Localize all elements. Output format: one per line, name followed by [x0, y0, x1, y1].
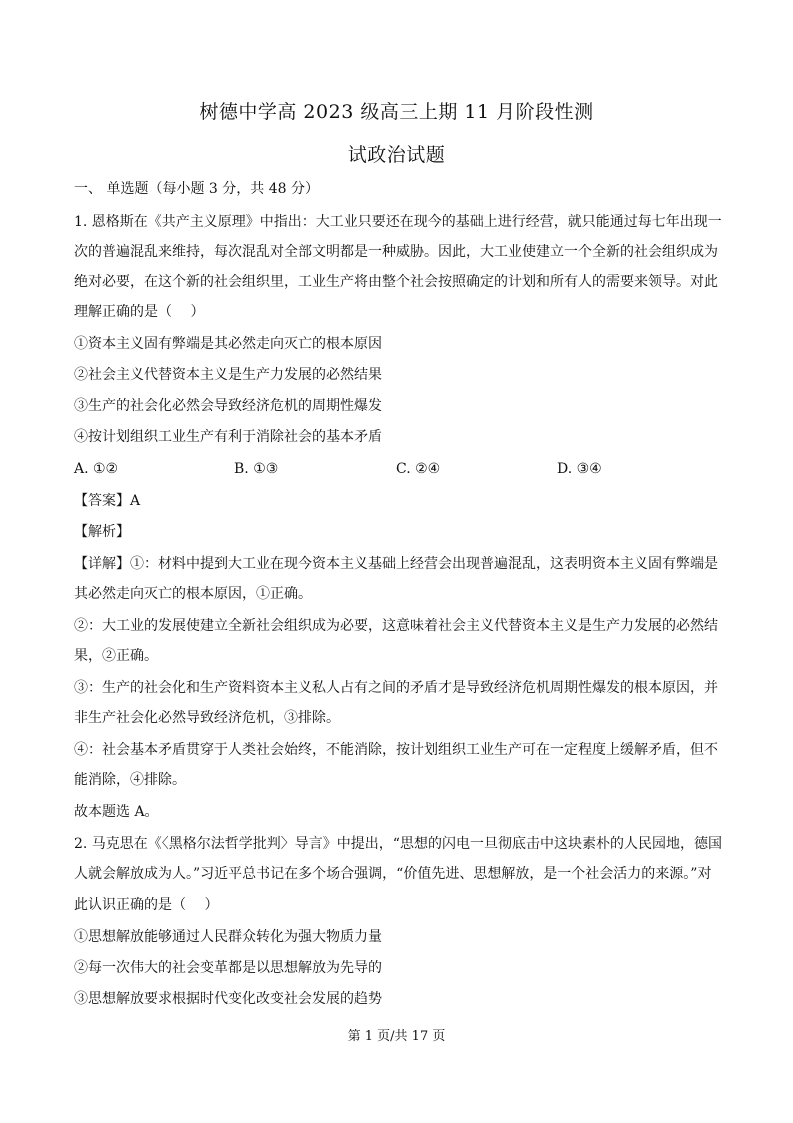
q2-statement: ②每一次伟大的社会变革都是以思想解放为先导的 [74, 960, 382, 976]
q2-statement: ③思想解放要求根据时代变化改变社会发展的趋势 [74, 991, 382, 1007]
q1-explanation-line: 能消除，④排除。 [74, 772, 186, 788]
q1-statement: ③生产的社会化必然会导致经济危机的周期性爆发 [74, 398, 382, 414]
section-heading: 一、 单选题（每小题 3 分，共 48 分） [74, 181, 319, 197]
q2-stem-line: 2. 马克思在《〈黑格尔法哲学批判〉导言》中提出，“思想的闪电一旦彻底击中这块素朴的人民园地，德国 [74, 836, 722, 852]
q1-stem-line: 理解正确的是（ ） [74, 304, 205, 320]
q2-statement: ①思想解放能够通过人民群众转化为强大物质力量 [74, 929, 382, 945]
q1-stem-line: 1. 恩格斯在《共产主义原理》中指出：大工业只要还在现今的基础上进行经营，就只能通过每七年出现一 [74, 214, 722, 230]
q1-explanation-line: ②：大工业的发展使建立全新社会组织成为必要，这意味着社会主义代替资本主义是生产力发展的必然结 [74, 618, 718, 634]
q1-stem-line: 次的普遍混乱来维持，每次混乱对全部文明都是一种威胁。因此，大工业使建立一个全新的社会组织成为 [74, 244, 718, 260]
q1-explanation-line: ③：生产的社会化和生产资料资本主义私人占有之间的矛盾才是导致经济危机周期性爆发的根本原因，并 [74, 680, 718, 696]
q1-option-c: C. ②④ [396, 461, 441, 477]
q2-stem-line: 此认识正确的是（ ） [74, 897, 219, 913]
q1-analysis-label: 【解析】 [74, 524, 130, 540]
document-title-line2: 试政治试题 [347, 144, 446, 166]
q2-stem-line: 人就会解放成为人。”习近平总书记在多个场合强调，“价值先进、思想解放，是一个社会活力的来源。”对 [74, 866, 712, 882]
q1-explanation-line: 果，②正确。 [74, 648, 158, 664]
page-number-footer: 第 1 页/共 17 页 [347, 1029, 446, 1044]
document-title-line1: 树德中学高 2023 级高三上期 11 月阶段性测 [199, 101, 594, 123]
q1-statement: ②社会主义代替资本主义是生产力发展的必然结果 [74, 367, 382, 383]
q1-statement: ④按计划组织工业生产有利于消除社会的基本矛盾 [74, 429, 382, 445]
q1-conclusion: 故本题选 A。 [74, 804, 159, 820]
q1-explanation-line: 非生产社会化必然导致经济危机，③排除。 [74, 710, 340, 726]
q1-option-d: D. ③④ [557, 461, 602, 477]
q1-explanation-line: 【详解】①：材料中提到大工业在现今资本主义基础上经营会出现普遍混乱，这表明资本主义固有弊端是 [74, 556, 718, 572]
q1-statement: ①资本主义固有弊端是其必然走向灭亡的根本原因 [74, 336, 382, 352]
q1-answer: 【答案】A [74, 493, 141, 509]
q1-explanation-line: ④：社会基本矛盾贯穿于人类社会始终，不能消除，按计划组织工业生产可在一定程度上缓解矛盾，但不 [74, 742, 718, 758]
q1-option-a: A. ①② [74, 461, 119, 477]
q1-explanation-line: 其必然走向灭亡的根本原因，①正确。 [74, 586, 312, 602]
q1-stem-line: 绝对必要，在这个新的社会组织里，工业生产将由整个社会按照确定的计划和所有人的需要来领导。对此 [74, 274, 718, 290]
q1-option-b: B. ①③ [234, 461, 279, 477]
